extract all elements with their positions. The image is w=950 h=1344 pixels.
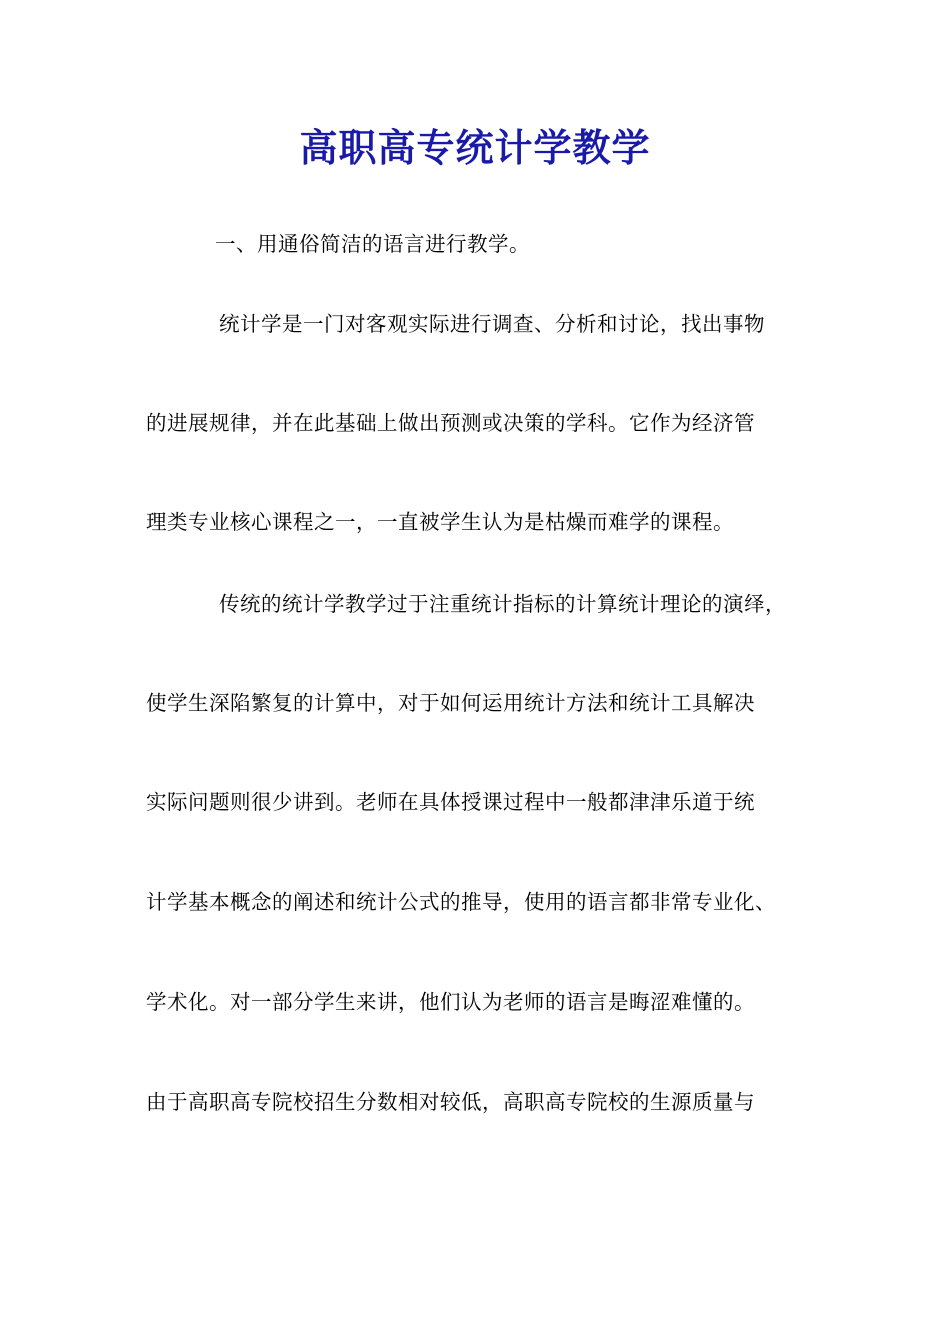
paragraph-line: 统计学是一门对客观实际进行调查、分析和讨论，找出事物 bbox=[219, 312, 765, 336]
paragraph-line: 的进展规律，并在此基础上做出预测或决策的学科。它作为经济管 bbox=[146, 411, 755, 435]
paragraph-line: 实际问题则很少讲到。老师在具体授课过程中一般都津津乐道于统 bbox=[146, 790, 755, 814]
paragraph-line: 理类专业核心课程之一，一直被学生认为是枯燥而难学的课程。 bbox=[146, 510, 734, 534]
section-heading: 一、用通俗简洁的语言进行教学。 bbox=[215, 232, 530, 256]
paragraph-line: 由于高职高专院校招生分数相对较低，高职高专院校的生源质量与 bbox=[146, 1090, 755, 1114]
document-title: 高职高专统计学教学 bbox=[299, 125, 651, 170]
paragraph-line: 传统的统计学教学过于注重统计指标的计算统计理论的演绎， bbox=[219, 592, 786, 616]
paragraph-line: 使学生深陷繁复的计算中，对于如何运用统计方法和统计工具解决 bbox=[146, 691, 755, 715]
paragraph-line: 计学基本概念的阐述和统计公式的推导，使用的语言都非常专业化、 bbox=[146, 890, 776, 914]
paragraph-line: 学术化。对一部分学生来讲，他们认为老师的语言是晦涩难懂的。 bbox=[146, 990, 755, 1014]
